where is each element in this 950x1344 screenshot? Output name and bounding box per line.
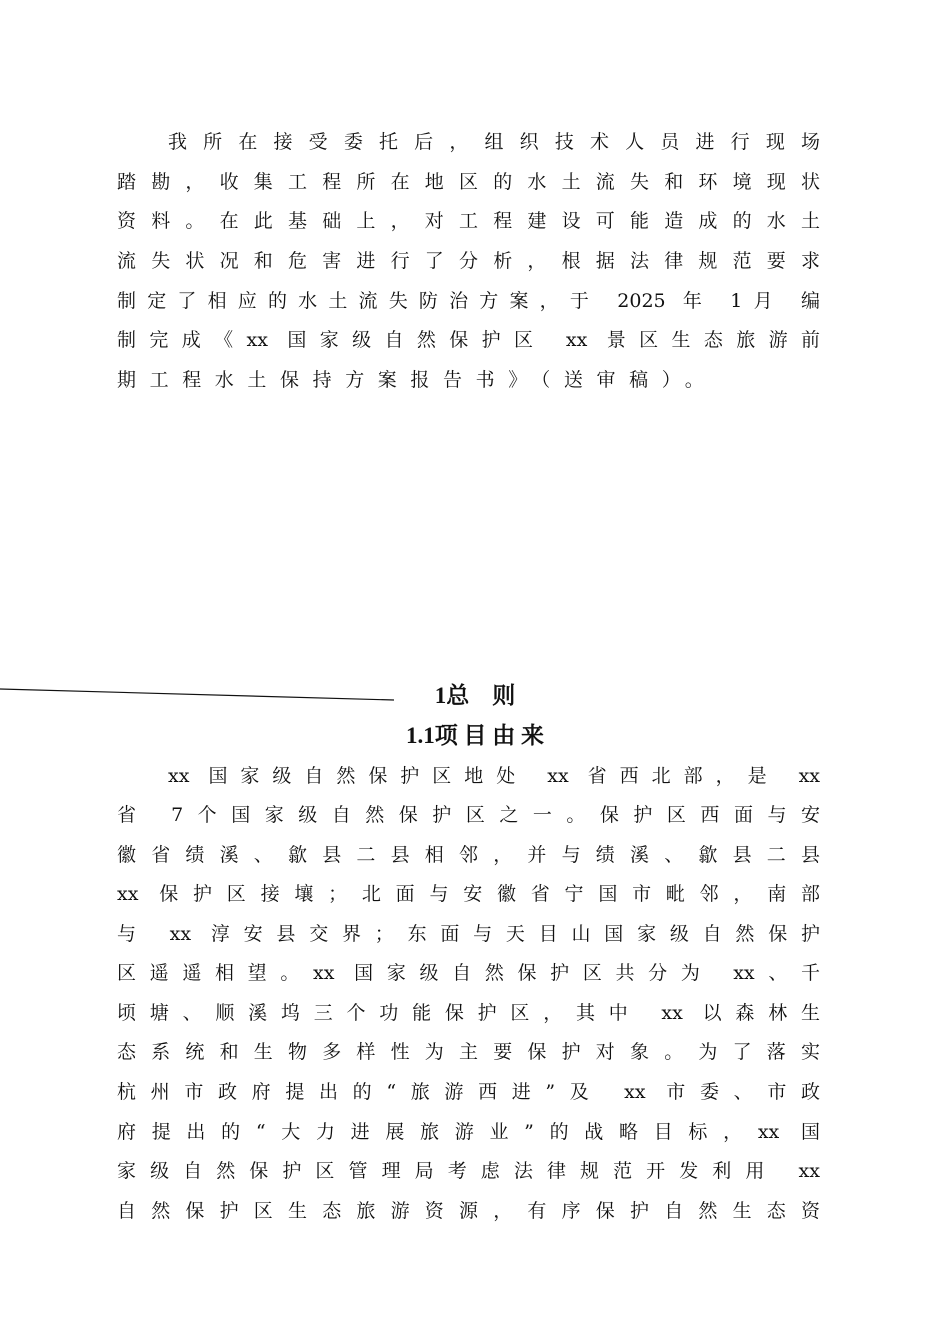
- project-line-5: 与 xx 淳安县交界；东面与天目山国家级自然保护: [117, 923, 820, 945]
- project-line-10: 府提出的“大力进展旅游业”的战略目标，xx 国: [117, 1121, 820, 1143]
- project-line-12: 自然保护区生态旅游资源，有序保护自然生态资: [117, 1200, 820, 1222]
- project-line-9: 杭州市政府提出的“旅游西进”及 xx 市委、市政: [117, 1081, 820, 1103]
- project-line-7: 顷塘、顺溪坞三个功能保护区，其中 xx 以森林生: [117, 1002, 820, 1024]
- intro-line-3: 资料。在此基础上，对工程建设可能造成的水土: [117, 210, 820, 232]
- project-line-2: 省 7个国家级自然保护区之一。保护区西面与安: [117, 804, 820, 826]
- section-title: 1.1项 目 由 来: [406, 723, 544, 748]
- project-line-6: 区遥遥相望。xx 国家级自然保护区共分为 xx、千: [117, 962, 820, 984]
- intro-line-2: 踏勘，收集工程所在地区的水土流失和环境现状: [117, 171, 820, 193]
- project-line-4: xx 保护区接壤；北面与安徽省宁国市毗邻，南部: [117, 883, 820, 905]
- intro-line-1: 我所在接受委托后，组织技术人员进行现场: [168, 131, 820, 153]
- project-line-3: 徽省绩溪、歙县二县相邻，并与绩溪、歙县二县: [117, 844, 820, 866]
- intro-line-7: 期工程水土保持方案报告书》（送审稿）。: [117, 369, 718, 391]
- project-line-8: 态系统和生物多样性为主要保护对象。为了落实: [117, 1041, 820, 1063]
- intro-line-6: 制完成《xx 国家级自然保护区 xx 景区生态旅游前: [117, 329, 820, 351]
- intro-line-4: 流失状况和危害进行了分析，根据法律规范要求: [117, 250, 820, 272]
- section-divider-line: [0, 0, 420, 710]
- intro-line-5: 制定了相应的水土流失防治方案，于 2025 年 1月 编: [117, 290, 820, 312]
- project-line-11: 家级自然保护区管理局考虑法律规范开发利用 xx: [117, 1160, 820, 1182]
- project-line-1: xx 国家级自然保护区地处 xx 省西北部，是 xx: [168, 765, 820, 787]
- chapter-title: 1总 则: [434, 683, 516, 708]
